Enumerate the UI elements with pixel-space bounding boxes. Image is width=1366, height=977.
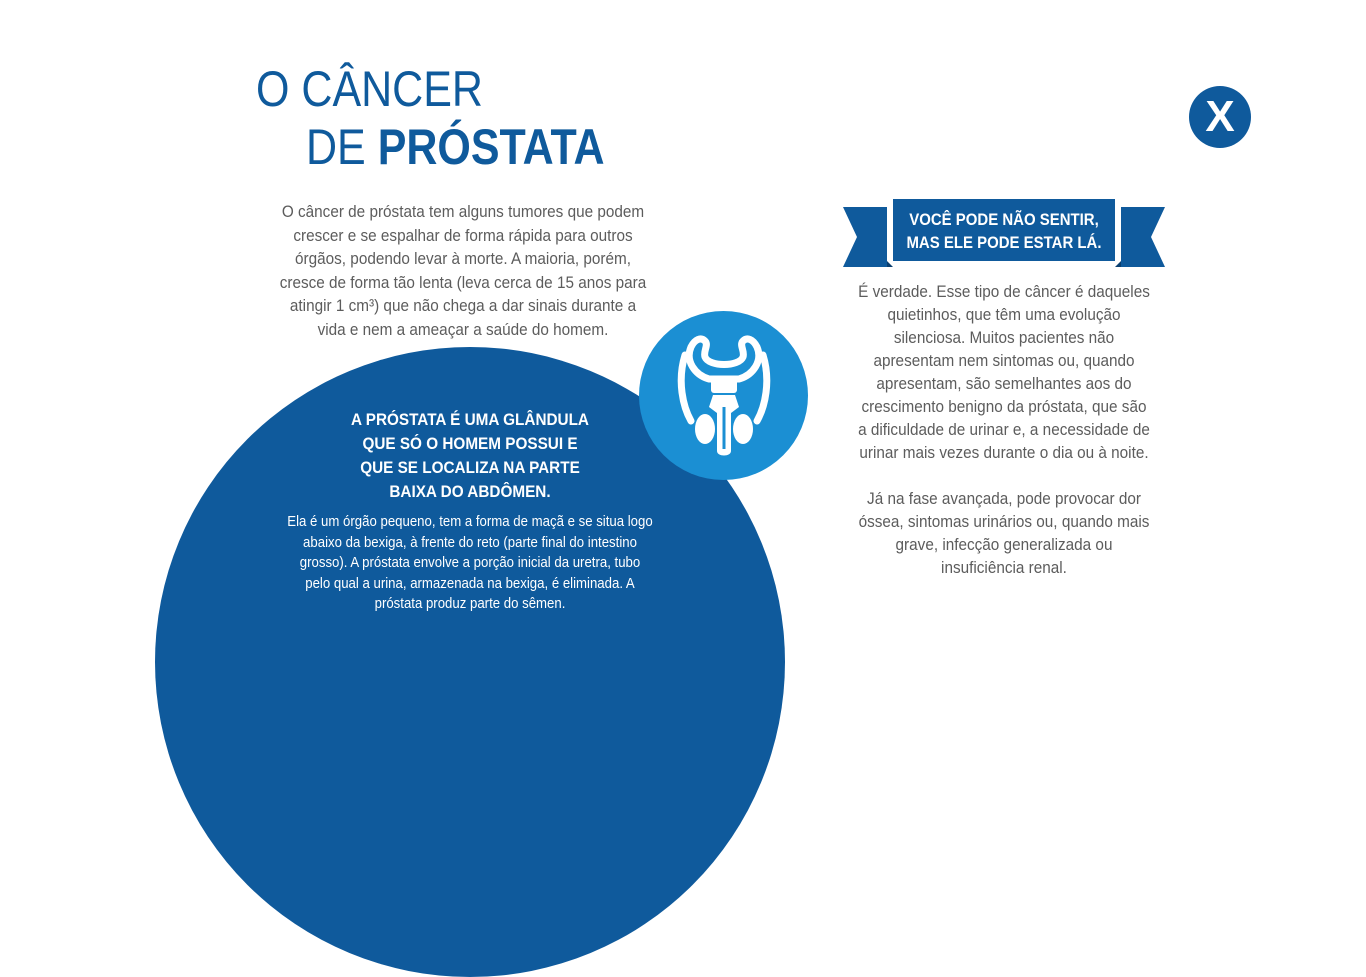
circle-body-line: grosso). A próstata envolve a porção inicial da uretra, tubo: [299, 554, 641, 571]
right-line: Já na fase avançada, pode provocar dor: [867, 489, 1141, 508]
right-line: apresentam, são semelhantes aos do: [876, 374, 1132, 393]
circle-body-line: abaixo da bexiga, à frente do reto (parte final do intestino: [303, 533, 637, 551]
intro-line: cresce de forma tão lenta (leva cerca de 15 anos para: [279, 272, 647, 292]
right-line: a dificuldade de urinar e, a necessidade de: [858, 420, 1150, 439]
right-paragraphs: [822, 280, 1186, 579]
right-line: apresentam nem sintomas ou, quando: [873, 351, 1135, 370]
close-button[interactable]: [1189, 86, 1251, 148]
intro-line: atingir 1 cm³) que não chega a dar sinais durante a: [289, 296, 637, 315]
intro-line: O câncer de próstata tem alguns tumores que podem: [281, 202, 645, 221]
title-line-1: O CÂNCER: [256, 61, 483, 117]
title-line-2: [306, 119, 605, 175]
close-icon: X: [1205, 92, 1235, 141]
right-line: É verdade. Esse tipo de câncer é daqueles: [858, 282, 1150, 301]
page-title: [256, 61, 653, 175]
right-line: insuficiência renal.: [941, 558, 1067, 577]
circle-body-line: Ela é um órgão pequeno, tem a forma de maçã e se situa logo: [287, 513, 653, 530]
right-line: quietinhos, que têm uma evolução: [887, 305, 1121, 324]
intro-line: crescer e se espalhar de forma rápida para outros: [293, 225, 633, 245]
intro-paragraph: [252, 200, 674, 341]
right-line: silenciosa. Muitos pacientes não: [893, 328, 1115, 347]
ribbon-text: [892, 208, 1116, 254]
title-line-2-light: DE: [306, 119, 378, 175]
circle-body: [240, 512, 700, 615]
circle-heading: [300, 408, 640, 504]
circle-heading-line: QUE SE LOCALIZA NA PARTE: [360, 458, 580, 477]
intro-line: órgãos, podendo levar à morte. A maioria, porém,: [295, 249, 631, 268]
ribbon-line: VOCÊ PODE NÃO SENTIR,: [909, 210, 1099, 229]
circle-heading-line: A PRÓSTATA É UMA GLÂNDULA: [351, 410, 589, 429]
right-line: urinar mais vezes durante o dia ou à noite.: [859, 443, 1149, 462]
right-line: óssea, sintomas urinários ou, quando mais: [858, 512, 1150, 531]
circle-heading-line: QUE SÓ O HOMEM POSSUI E: [362, 434, 578, 453]
right-line: crescimento benigno da próstata, que são: [861, 397, 1147, 416]
circle-body-line: próstata produz parte do sêmen.: [374, 595, 566, 612]
title-line-2-bold: PRÓSTATA: [377, 119, 605, 175]
circle-body-line: pelo qual a urina, armazenada na bexiga, é eliminada. A: [305, 574, 635, 592]
intro-line: vida e nem a ameaçar a saúde do homem.: [317, 319, 609, 339]
right-line: grave, infecção generalizada ou: [895, 535, 1113, 554]
circle-heading-line: BAIXA DO ABDÔMEN.: [389, 482, 551, 501]
prostate-anatomy-icon: [639, 311, 808, 480]
ribbon-line: MAS ELE PODE ESTAR LÁ.: [906, 233, 1102, 252]
